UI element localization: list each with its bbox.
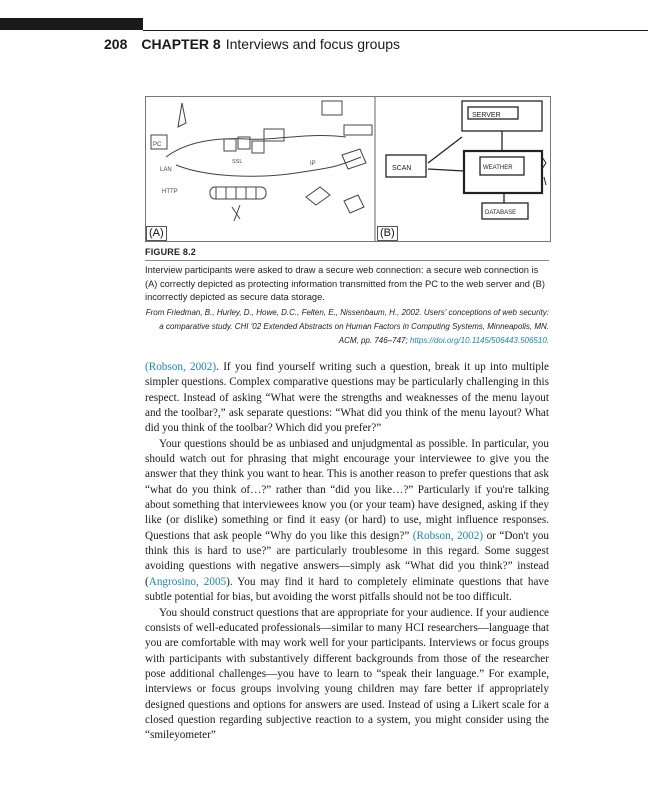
envelope-2: [342, 149, 366, 169]
figure-rule: [145, 260, 549, 261]
packet-box-3: [252, 141, 264, 153]
paragraph-1-text: . If you find yourself writing such a question, break it up into multiple simpler questions. Complex comparative questions may be particularly challenging in this respect. Instead of asking “What were the strengths and weaknesses of the menu layout and the toolbar?,” ask separate questions: “What did you think of the menu layout? What did you think of the toolbar? Which did you prefer?”: [145, 361, 549, 435]
tunnel-line: [176, 157, 361, 176]
panel-b-label: (B): [377, 226, 398, 241]
sketch-b-server: SERVER: [472, 112, 501, 119]
figure-sketches: [146, 97, 550, 241]
citation-angrosino-2005[interactable]: Angrosino, 2005: [148, 575, 227, 588]
source-doi-link[interactable]: https://doi.org/10.1145/506443.506510.: [409, 336, 549, 345]
server-box: [322, 101, 342, 115]
connection-line: [166, 135, 346, 157]
envelope-3: [344, 195, 364, 213]
header-bar: [0, 18, 143, 30]
paragraph-2-text-c: ). You may find it hard to completely eliminate questions that have subtle potential for bias, but avoiding the worst pitfalls should not be too difficult.: [145, 575, 549, 604]
sketch-a-http: HTTP: [162, 189, 178, 195]
scribble: [232, 205, 240, 221]
body-text: [145, 360, 549, 744]
figure-source: [145, 306, 549, 348]
sketch-a-pc: PC: [153, 142, 162, 148]
encryption-tube: [210, 187, 266, 199]
panel-a-label: (A): [146, 226, 167, 241]
citation-robson-2002[interactable]: (Robson, 2002): [145, 361, 217, 373]
figure-8-2: [145, 96, 551, 242]
running-header: [104, 36, 400, 52]
envelope-1: [306, 187, 330, 205]
figure-label: FIGURE 8.2: [145, 247, 197, 257]
source-citation: From Friedman, B., Hurley, D., Howe, D.C., Felten, E., Nissenbaum, H., 2002. Users' conceptions of web security: a comparative study. CHI '02 Extended Abstracts on Human Factors in Computing Systems, Minneapolis, MN. ACM, pp. 746–747;: [145, 308, 549, 345]
paragraph-2: [145, 437, 549, 606]
packet-box-1: [224, 139, 236, 151]
header-rule: [143, 30, 648, 31]
chapter-label: CHAPTER 8: [141, 36, 221, 52]
figure-caption: Interview participants were asked to draw a secure web connection: a secure web connection is (A) correctly depicted as protecting information transmitted from the PC to the web server and (B) incorrectly depicted as secure data storage.: [145, 265, 545, 302]
paragraph-3: [145, 606, 549, 744]
sketch-a: [151, 101, 372, 221]
sketch-b: [386, 101, 546, 219]
tube-segments: [216, 187, 256, 199]
server-label-box: [344, 125, 372, 135]
sketch-b-database: DATABASE: [485, 210, 517, 216]
paragraph-2-text-a: Your questions should be as unbiased and unjudgmental as possible. In particular, you should watch out for phrasing that might encourage your interviewee to give you the answer that they think you want to hear. This is another reason to prefer questions that ask “what do you think of…?” rather than “did you like…?” Particularly if you're talking about something that interviewees know you (or your team) have designed, asking if they like (or dislike) something or find it easy (or hard) to use, might influence responses. Questions that ask people “Why do you like this design?”: [145, 437, 549, 542]
arrow-b-1: [428, 137, 462, 163]
citation-robson-2002-b[interactable]: (Robson, 2002): [412, 529, 484, 542]
sketch-b-scan: SCAN: [392, 165, 412, 172]
sketch-b-weather: WEATHER: [483, 165, 513, 171]
sketch-a-ssl: SSL: [232, 159, 243, 165]
page-number: 208: [104, 36, 128, 52]
arrow-sketch: [178, 103, 186, 127]
sketch-a-lan: LAN: [160, 167, 172, 173]
sketch-a-ip: IP: [310, 161, 316, 167]
chapter-title: Interviews and focus groups: [225, 36, 401, 52]
paragraph-2-text-b: or “Don't you think this is hard to use?” are particularly troublesome in this regard. Some suggest avoiding questions with negative answers—simply ask “What did you think?” instead (: [145, 529, 549, 588]
paragraph-3-text: You should construct questions that are appropriate for your audience. If your audience consists of well-educated professionals—similar to many HCI researchers—language that you are comfortable with may work well for your participants. Interviews or focus groups with participants with substantively different backgrounds from those of the researcher pose additional challenges—you have to learn to “speak their language.” For example, interviews or focus groups involving young children may fare better if appropriately designed questions and options for answers are used. Instead of using a Likert scale for a closed question regarding subjective reaction to a system, you might consider using the “smileyometer”: [145, 606, 549, 742]
arrow-b-2: [428, 169, 464, 171]
paragraph-1: [145, 360, 549, 437]
